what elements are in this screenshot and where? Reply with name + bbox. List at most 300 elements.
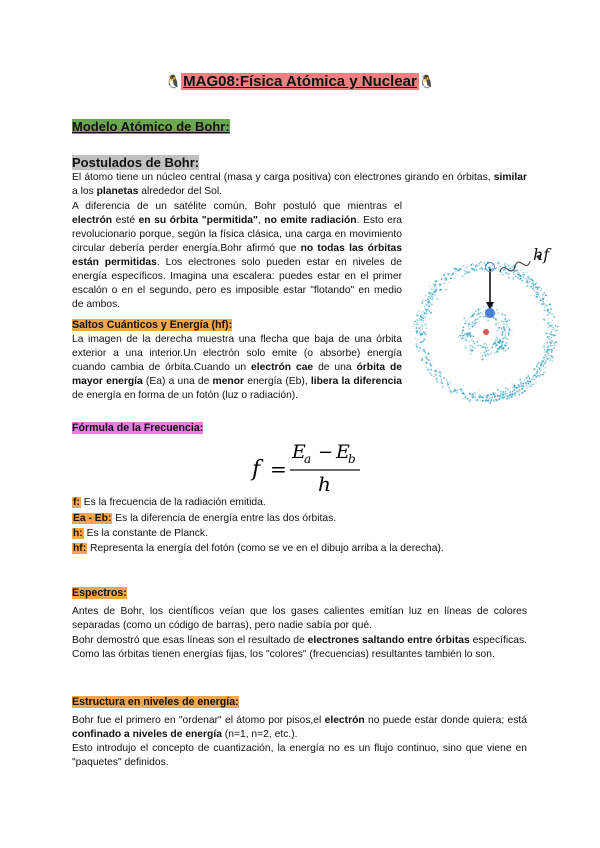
- cloud-dot: [501, 333, 503, 335]
- cloud-dot: [524, 380, 526, 382]
- cloud-dot: [504, 269, 506, 271]
- cloud-dot: [474, 320, 476, 322]
- cloud-dot: [464, 395, 465, 396]
- cloud-dot: [522, 393, 523, 394]
- definition-hf: hf: Representa la energía del fotón (como se ve en el dibujo arriba a la derecha).: [73, 543, 444, 554]
- cloud-dot: [504, 329, 506, 331]
- cloud-dot: [521, 388, 522, 389]
- cloud-dot: [503, 399, 504, 400]
- formula-minus: −: [318, 442, 334, 463]
- cloud-dot: [497, 396, 498, 397]
- cloud-dot: [462, 275, 464, 277]
- cloud-dot: [439, 285, 440, 286]
- cloud-dot: [536, 366, 538, 368]
- cloud-dot: [475, 400, 476, 401]
- cloud-dot: [503, 349, 504, 350]
- cloud-dot: [482, 313, 483, 314]
- cloud-dot: [459, 389, 460, 390]
- cloud-dot: [474, 313, 475, 314]
- cloud-dot: [430, 372, 431, 373]
- cloud-dot: [520, 386, 521, 387]
- cloud-dot: [428, 296, 430, 298]
- cloud-dot: [436, 381, 438, 383]
- cloud-dot: [504, 319, 505, 320]
- section-heading-saltos: Saltos Cuánticos y Energía (hf):: [72, 319, 233, 331]
- cloud-dot: [536, 364, 538, 366]
- cloud-dot: [430, 368, 432, 370]
- cloud-dot: [493, 393, 495, 395]
- cloud-dot: [512, 387, 514, 389]
- cloud-dot: [422, 311, 423, 312]
- section-heading-postulados: Postulados de Bohr:: [72, 155, 200, 170]
- cloud-dot: [495, 346, 497, 348]
- cloud-dot: [454, 388, 455, 389]
- cloud-dot: [430, 298, 431, 299]
- cloud-dot: [547, 322, 549, 324]
- cloud-dot: [451, 392, 452, 393]
- cloud-dot: [549, 350, 550, 351]
- cloud-dot: [509, 267, 511, 269]
- cloud-dot: [435, 289, 437, 291]
- cloud-dot: [497, 348, 499, 350]
- cloud-dot: [452, 272, 454, 274]
- cloud-dot: [450, 382, 451, 383]
- cloud-dot: [441, 382, 443, 384]
- cloud-dot: [422, 317, 424, 319]
- cloud-dot: [430, 312, 432, 314]
- cloud-dot: [553, 347, 555, 349]
- cloud-dot: [534, 295, 535, 296]
- cloud-dot: [504, 314, 506, 316]
- cloud-dot: [469, 400, 471, 402]
- frequency-formula: [250, 436, 390, 500]
- cloud-dot: [470, 332, 471, 333]
- cloud-dot: [477, 318, 479, 320]
- cloud-dot: [543, 346, 545, 348]
- cloud-dot: [426, 327, 428, 329]
- cloud-dot: [474, 348, 475, 349]
- cloud-dot: [434, 287, 435, 288]
- cloud-dot: [546, 332, 548, 334]
- cloud-dot: [431, 289, 433, 291]
- cloud-dot: [449, 389, 450, 390]
- cloud-dot: [434, 286, 435, 287]
- cloud-dot: [505, 350, 507, 352]
- cloud-dot: [555, 330, 556, 331]
- cloud-dot: [547, 342, 548, 343]
- cloud-dot: [464, 334, 465, 335]
- cloud-dot: [426, 304, 428, 306]
- cloud-dot: [490, 402, 491, 403]
- cloud-dot: [473, 264, 474, 265]
- cloud-dot: [526, 286, 527, 287]
- cloud-dot: [418, 324, 419, 325]
- cloud-dot: [537, 362, 539, 364]
- cloud-dot: [466, 321, 467, 322]
- cloud-dot: [543, 297, 544, 298]
- cloud-dot: [472, 346, 474, 348]
- cloud-dot: [544, 309, 546, 311]
- cloud-dot: [462, 337, 463, 338]
- cloud-dot: [420, 319, 422, 321]
- cloud-dot: [551, 337, 553, 339]
- cloud-dot: [439, 371, 441, 373]
- cloud-dot: [434, 291, 436, 293]
- cloud-dot: [468, 318, 469, 319]
- cloud-dot: [502, 338, 504, 340]
- cloud-dot: [507, 263, 508, 264]
- cloud-dot: [543, 319, 544, 320]
- cloud-dot: [441, 289, 443, 291]
- cloud-dot: [486, 344, 487, 345]
- cloud-dot: [466, 261, 467, 262]
- definition-h: h: Es la constante de Planck.: [73, 528, 208, 539]
- cloud-dot: [547, 310, 548, 311]
- cloud-dot: [420, 306, 421, 307]
- cloud-dot: [449, 390, 451, 392]
- cloud-dot: [497, 312, 499, 314]
- cloud-dot: [554, 343, 555, 344]
- cloud-dot: [446, 279, 447, 280]
- cloud-dot: [550, 308, 552, 310]
- cloud-dot: [457, 389, 459, 391]
- cloud-dot: [510, 391, 511, 392]
- cloud-dot: [541, 303, 543, 305]
- cloud-dot: [523, 383, 525, 385]
- cloud-dot: [543, 361, 544, 362]
- cloud-dot: [455, 390, 456, 391]
- cloud-dot: [494, 352, 495, 353]
- cloud-dot: [491, 397, 492, 398]
- cloud-dot: [443, 377, 445, 379]
- cloud-dot: [533, 287, 534, 288]
- cloud-dot: [443, 274, 445, 276]
- cloud-dot: [456, 392, 458, 394]
- cloud-dot: [501, 348, 503, 350]
- cloud-dot: [542, 293, 543, 294]
- cloud-dot: [552, 341, 553, 342]
- cloud-dot: [529, 378, 530, 379]
- cloud-dot: [550, 349, 552, 351]
- cloud-dot: [546, 356, 547, 357]
- cloud-dot: [506, 323, 507, 324]
- cloud-dot: [481, 267, 483, 269]
- cloud-dot: [552, 321, 553, 322]
- cloud-dot: [458, 270, 460, 272]
- cloud-dot: [528, 384, 529, 385]
- cloud-dot: [495, 340, 497, 342]
- cloud-dot: [484, 343, 486, 345]
- cloud-dot: [519, 379, 521, 381]
- cloud-dot: [461, 390, 462, 391]
- cloud-dot: [485, 355, 487, 357]
- cloud-dot: [436, 378, 438, 380]
- cloud-dot: [471, 316, 473, 318]
- cloud-dot: [502, 392, 503, 393]
- cloud-dot: [547, 314, 549, 316]
- cloud-dot: [542, 357, 544, 359]
- cloud-dot: [495, 268, 497, 270]
- cloud-dot: [495, 344, 497, 346]
- cloud-dot: [419, 333, 421, 335]
- definition-ea-eb: Ea - Eb: Es la diferencia de energía entre las dos órbitas.: [73, 513, 337, 524]
- cloud-dot: [433, 376, 434, 377]
- cloud-dot: [434, 284, 436, 286]
- cloud-dot: [420, 315, 422, 317]
- cloud-dot: [557, 326, 559, 328]
- cloud-dot: [548, 338, 550, 340]
- cloud-dot: [502, 323, 504, 325]
- section-heading-formula: Fórmula de la Frecuencia:: [72, 422, 204, 434]
- cloud-dot: [520, 277, 522, 279]
- cloud-dot: [466, 336, 468, 338]
- cloud-dot: [422, 300, 423, 301]
- cloud-dot: [462, 398, 463, 399]
- cloud-dot: [416, 346, 418, 348]
- cloud-dot: [512, 396, 513, 397]
- cloud-dot: [495, 323, 497, 325]
- cloud-dot: [419, 332, 420, 333]
- cloud-dot: [526, 385, 527, 386]
- cloud-dot: [551, 314, 553, 316]
- cloud-dot: [504, 337, 506, 339]
- cloud-dot: [553, 358, 554, 359]
- cloud-dot: [540, 366, 542, 368]
- cloud-dot: [431, 304, 433, 306]
- cloud-dot: [541, 288, 542, 289]
- cloud-dot: [500, 392, 501, 393]
- cloud-dot: [505, 391, 506, 392]
- cloud-dot: [428, 359, 430, 361]
- nucleus: [483, 329, 489, 335]
- cloud-dot: [478, 396, 479, 397]
- cloud-dot: [448, 387, 449, 388]
- cloud-dot: [419, 320, 420, 321]
- cloud-dot: [422, 320, 423, 321]
- cloud-dot: [488, 266, 490, 268]
- section-heading-estructura: Estructura en niveles de energía:: [72, 696, 239, 708]
- cloud-dot: [474, 324, 476, 326]
- cloud-dot: [428, 301, 430, 303]
- cloud-dot: [518, 279, 519, 280]
- cloud-dot: [480, 261, 482, 263]
- cloud-dot: [506, 388, 508, 390]
- cloud-dot: [463, 317, 465, 319]
- cloud-dot: [447, 383, 449, 385]
- cloud-dot: [458, 337, 459, 338]
- cloud-dot: [553, 317, 555, 319]
- cloud-dot: [498, 327, 500, 329]
- cloud-dot: [425, 352, 427, 354]
- cloud-dot: [416, 332, 418, 334]
- cloud-dot: [544, 307, 545, 308]
- cloud-dot: [488, 350, 489, 351]
- cloud-dot: [425, 324, 427, 326]
- cloud-dot: [473, 341, 474, 342]
- cloud-dot: [502, 331, 504, 333]
- cloud-dot: [486, 350, 488, 352]
- cloud-dot: [506, 393, 507, 394]
- cloud-dot: [500, 391, 502, 393]
- cloud-dot: [540, 370, 541, 371]
- cloud-dot: [484, 271, 485, 272]
- cloud-dot: [416, 319, 418, 321]
- cloud-dot: [440, 376, 441, 377]
- cloud-dot: [519, 394, 521, 396]
- cloud-dot: [434, 370, 436, 372]
- cloud-dot: [435, 374, 437, 376]
- cloud-dot: [547, 336, 549, 338]
- cloud-dot: [555, 341, 557, 343]
- cloud-dot: [425, 295, 426, 296]
- cloud-dot: [429, 363, 431, 365]
- cloud-dot: [496, 267, 497, 268]
- page-title-text: MAG08:Física Atómica y Nuclear: [183, 73, 417, 90]
- cloud-dot: [532, 280, 534, 282]
- cloud-dot: [471, 326, 473, 328]
- cloud-dot: [475, 322, 476, 323]
- cloud-dot: [419, 327, 421, 329]
- cloud-dot: [424, 306, 425, 307]
- cloud-dot: [501, 397, 502, 398]
- cloud-dot: [469, 328, 470, 329]
- cloud-dot: [475, 394, 476, 395]
- cloud-dot: [539, 372, 540, 373]
- cloud-dot: [551, 342, 552, 343]
- cloud-dot: [440, 373, 441, 374]
- cloud-dot: [421, 325, 422, 326]
- cloud-dot: [449, 282, 450, 283]
- postulados-paragraph-1: El átomo tiene un núcleo central (masa y carga positiva) con electrones girando en órbitas, similar a los planetas alrededor del Sol.: [72, 172, 527, 197]
- cloud-dot: [474, 392, 476, 394]
- cloud-dot: [426, 311, 427, 312]
- cloud-dot: [482, 346, 484, 348]
- cloud-dot: [415, 338, 416, 339]
- cloud-dot: [497, 339, 498, 340]
- cloud-dot: [431, 374, 433, 376]
- cloud-dot: [522, 280, 524, 282]
- cloud-dot: [422, 350, 423, 351]
- cloud-dot: [521, 270, 522, 271]
- cloud-dot: [421, 324, 423, 326]
- cloud-dot: [483, 306, 485, 308]
- cloud-dot: [532, 283, 534, 285]
- cloud-dot: [482, 355, 483, 356]
- cloud-dot: [533, 368, 535, 370]
- cloud-dot: [477, 399, 479, 401]
- cloud-dot: [506, 327, 507, 328]
- cloud-dot: [544, 359, 545, 360]
- cloud-dot: [513, 274, 514, 275]
- cloud-dot: [472, 263, 473, 264]
- cloud-dot: [536, 282, 537, 283]
- cloud-dot: [480, 268, 481, 269]
- cloud-dot: [481, 346, 482, 347]
- cloud-dot: [480, 352, 481, 353]
- cloud-dot: [429, 286, 430, 287]
- cloud-dot: [486, 306, 488, 308]
- cloud-dot: [515, 276, 516, 277]
- cloud-dot: [441, 278, 442, 279]
- cloud-dot: [548, 327, 550, 329]
- cloud-dot: [469, 341, 470, 342]
- cloud-dot: [503, 270, 504, 271]
- cloud-dot: [468, 323, 470, 325]
- cloud-dot: [527, 375, 529, 377]
- cloud-dot: [532, 383, 534, 385]
- cloud-dot: [531, 379, 533, 381]
- estructura-paragraph-2: Esto introdujo el concepto de cuantización, la energía no es un flujo continuo, sino que viene en "paquetes" definidos.: [72, 743, 527, 768]
- cloud-dot: [481, 396, 483, 398]
- cloud-dot: [423, 315, 425, 317]
- formula-ea: E: [292, 441, 306, 463]
- cloud-dot: [425, 333, 427, 335]
- page-title: [0, 72, 600, 92]
- cloud-dot: [472, 349, 474, 351]
- cloud-dot: [545, 356, 546, 357]
- cloud-dot: [516, 390, 518, 392]
- cloud-dot: [535, 286, 537, 288]
- estructura-paragraph-1: Bohr fue el primero en "ordenar" el átomo por pisos,el electrón no puede estar donde quiera; está confinado a niveles de energía (n=1, n=2, etc.).: [72, 715, 527, 740]
- espectros-paragraph-1: Antes de Bohr, los científicos veían que los gases calientes emitían luz en líneas de colores separadas (como un código de barras), pero nadie sabía por qué.: [72, 606, 527, 631]
- cloud-dot: [536, 371, 538, 373]
- cloud-dot: [505, 331, 506, 332]
- cloud-dot: [551, 334, 553, 336]
- formula-equals: =: [270, 457, 287, 481]
- cloud-dot: [517, 277, 519, 279]
- cloud-dot: [497, 329, 499, 331]
- cloud-dot: [486, 397, 488, 399]
- cloud-dot: [464, 396, 466, 398]
- cloud-dot: [535, 381, 537, 383]
- cloud-dot: [454, 268, 456, 270]
- cloud-dot: [470, 399, 471, 400]
- formula-sub-b: b: [348, 452, 356, 466]
- cloud-dot: [485, 399, 487, 401]
- cloud-dot: [429, 311, 430, 312]
- cloud-dot: [547, 345, 549, 347]
- cloud-dot: [534, 290, 535, 291]
- cloud-dot: [542, 295, 543, 296]
- cloud-dot: [455, 278, 456, 279]
- cloud-dot: [477, 341, 479, 343]
- cloud-dot: [548, 353, 549, 354]
- cloud-dot: [499, 343, 500, 344]
- cloud-dot: [440, 284, 442, 286]
- cloud-dot: [520, 384, 522, 386]
- cloud-dot: [549, 358, 550, 359]
- cloud-dot: [502, 394, 504, 396]
- cloud-dot: [505, 345, 507, 347]
- cloud-dot: [423, 349, 424, 350]
- cloud-dot: [478, 312, 480, 314]
- cloud-dot: [449, 273, 450, 274]
- cloud-dot: [419, 318, 421, 320]
- cloud-dot: [456, 391, 457, 392]
- cloud-dot: [543, 292, 545, 294]
- cloud-dot: [469, 322, 470, 323]
- cloud-dot: [508, 268, 509, 269]
- cloud-dot: [476, 314, 478, 316]
- cloud-dot: [470, 353, 472, 355]
- cloud-dot: [418, 339, 419, 340]
- cloud-dot: [493, 400, 495, 402]
- cloud-dot: [481, 358, 483, 360]
- section-heading-espectros: Espectros:: [72, 587, 127, 599]
- cloud-dot: [430, 302, 431, 303]
- cloud-dot: [418, 315, 419, 316]
- cloud-dot: [465, 320, 466, 321]
